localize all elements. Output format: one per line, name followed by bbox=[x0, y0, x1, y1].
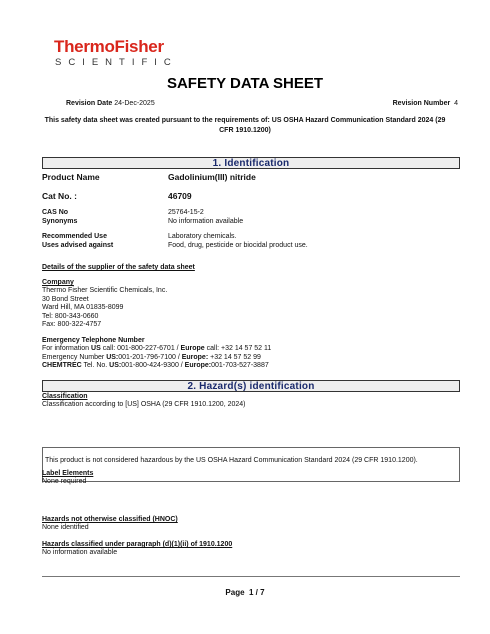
document-title: SAFETY DATA SHEET bbox=[166, 75, 324, 92]
revision-number-value: 4 bbox=[454, 100, 458, 107]
section-1-header bbox=[42, 157, 460, 169]
page-value: 1 / 7 bbox=[249, 588, 265, 597]
page-number bbox=[0, 588, 490, 597]
recommended-use-value: Laboratory chemicals. bbox=[168, 233, 237, 240]
cas-label: CAS No bbox=[42, 209, 69, 216]
label-elements-heading: Label Elements bbox=[42, 470, 94, 477]
classification-heading: Classification bbox=[42, 393, 88, 400]
hnoc-text: None identified bbox=[42, 524, 89, 531]
synonyms-label: Synonyms bbox=[42, 218, 78, 225]
hazard-statement-text: This product is not considered hazardous by the US OSHA Hazard Communication Standard 2024 (29 CFR 1910.1200). bbox=[45, 457, 418, 464]
paragraph-text: No information available bbox=[42, 549, 118, 556]
label-elements-text: None required bbox=[42, 478, 87, 485]
emergency-numbers bbox=[42, 345, 271, 371]
section-1-heading: 1. Identification bbox=[212, 158, 290, 169]
revision-date bbox=[66, 100, 155, 107]
paragraph-heading: Hazards classified under paragraph (d)(1)(ii) of 1910.1200 bbox=[42, 541, 233, 548]
company-line: Fax: 800-322-4757 bbox=[42, 321, 102, 329]
uses-advised-against-label: Uses advised against bbox=[42, 242, 114, 249]
emergency-heading: Emergency Telephone Number bbox=[42, 337, 145, 344]
product-name-label: Product Name bbox=[42, 172, 100, 182]
company-line: Thermo Fisher Scientific Chemicals, Inc. bbox=[42, 287, 168, 294]
footer-divider bbox=[42, 576, 460, 577]
cat-no-value: 46709 bbox=[168, 191, 192, 201]
osha-intro-statement: This safety data sheet was created pursuant to the requirements of: US OSHA Hazard Communication Standard 2024 (29 CFR 1910.1200) bbox=[44, 117, 446, 134]
chemtrec-line: CHEMTREC Tel. No. US:001-800-424-9300 / Europe:001-703-527-3887 bbox=[42, 362, 269, 370]
hnoc-heading: Hazards not otherwise classified (HNOC) bbox=[42, 516, 178, 523]
supplier-details-heading: Details of the supplier of the safety data sheet bbox=[42, 264, 195, 271]
hazard-statement-box bbox=[42, 447, 460, 482]
emergency-info-line: For information US call: 001-800-227-6701 / Europe call: +32 14 57 52 11 bbox=[42, 345, 272, 352]
company-line: Ward Hill, MA 01835-8099 bbox=[42, 304, 124, 312]
page-label: Page bbox=[225, 588, 245, 597]
company-logo-subtitle: SCIENTIFIC bbox=[55, 57, 178, 68]
cas-value: 25764-15-2 bbox=[168, 209, 204, 216]
section-2-heading: 2. Hazard(s) identification bbox=[187, 381, 315, 392]
uses-advised-against-value: Food, drug, pesticide or biocidal product use. bbox=[168, 242, 308, 249]
revision-number-label: Revision Number bbox=[392, 100, 451, 107]
synonyms-value: No information available bbox=[168, 218, 244, 225]
company-logo-wordmark: ThermoFisher bbox=[54, 37, 164, 56]
product-name-value: Gadolinium(III) nitride bbox=[168, 172, 256, 182]
company-heading: Company bbox=[42, 279, 74, 286]
revision-number bbox=[393, 100, 458, 107]
recommended-use-label: Recommended Use bbox=[42, 233, 107, 240]
section-2-header bbox=[42, 380, 460, 392]
cat-no-label: Cat No. : bbox=[42, 191, 77, 201]
company-address bbox=[42, 287, 167, 330]
emergency-number-line: Emergency Number US:001-201-796-7100 / Europe: +32 14 57 52 99 bbox=[42, 353, 261, 361]
company-line: 30 Bond Street bbox=[42, 295, 89, 303]
classification-text: Classification according to [US] OSHA (29 CFR 1910.1200, 2024) bbox=[42, 401, 246, 408]
company-line: Tel: 800-343-0660 bbox=[42, 312, 99, 320]
revision-date-value: 24-Dec-2025 bbox=[114, 100, 155, 107]
revision-date-label: Revision Date bbox=[66, 100, 113, 107]
